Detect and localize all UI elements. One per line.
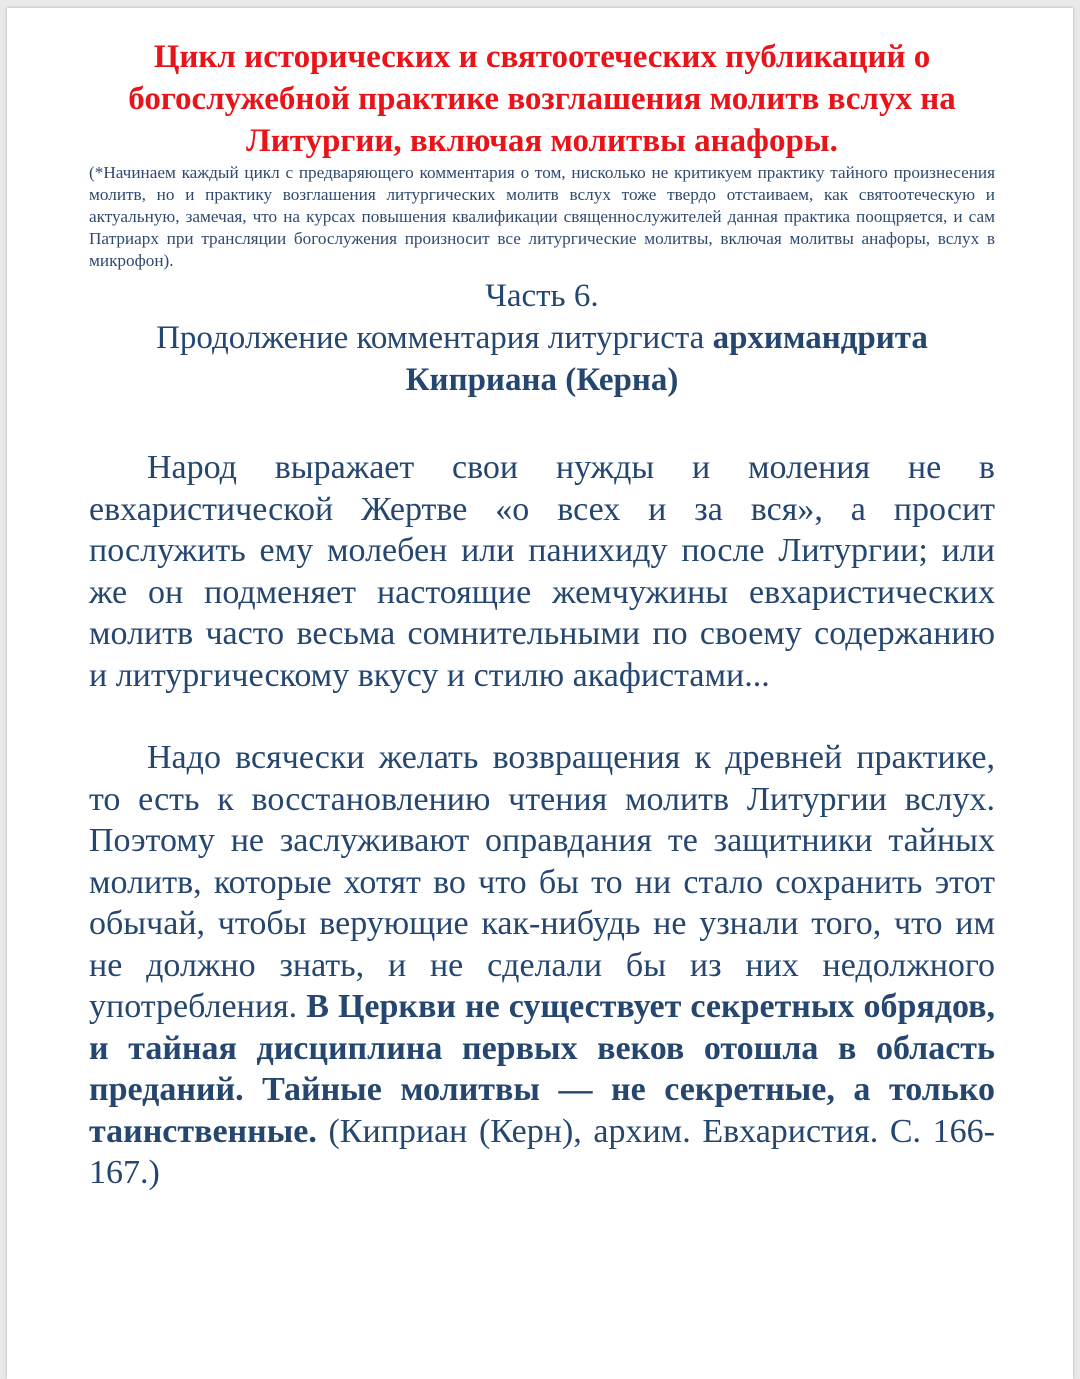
paragraph-2-citation: (Киприан (Керн), архим. Евхаристия. С. 166-167.): [89, 1112, 995, 1191]
paragraph-2: [89, 737, 995, 1194]
part-label: Часть 6.: [485, 278, 599, 314]
paragraph-1: Народ выражает свои нужды и моления не в евхаристической Жертве «о всех и за вся», а просит послужить ему молебен или панихиду после Литургии; или же он подменяет настоящие жемчужины евхаристических молитв часто весьма сомнительными по своему содержанию и литургическому вкусу и стилю акафистами...: [89, 449, 995, 694]
subtitle-text: Продолжение комментария литургиста: [156, 320, 713, 356]
document-title: Цикл исторических и святоотеческих публикаций о богослужебной практике возглашения молитв вслух на Литургии, включая молитвы анафоры.: [128, 39, 956, 159]
document-page: [7, 8, 1073, 1379]
paragraph-2-text: Надо всячески желать возвращения к древней практике, то есть к восстановлению чтения молитв Литургии вслух. Поэтому не заслуживают оправдания те защитники тайных молитв, которые хотят во что бы то ни стало сохранить этот обычай, чтобы верующие как-нибудь не узнали того, что им не должно знать, и не сделали бы из них недолжного употребления.: [89, 739, 995, 1025]
section-subtitle: [89, 317, 995, 401]
document-content: [89, 36, 995, 1194]
paragraph-2-emphasis: В Церкви не существует секретных обрядов, и тайная дисциплина первых веков отошла в область преданий. Тайные молитвы — не секретные, а только таинственные.: [89, 988, 995, 1150]
subtitle-author: архимандрита Киприана (Керна): [405, 320, 928, 398]
preface-note: (*Начинаем каждый цикл с предваряющего комментария о том, нисколько не критикуем практику тайного произнесения молитв, но и практику возглашения литургических молитв вслух тоже твердо отстаиваем, как святоотеческую и актуальную, замечая, что на курсах повышения квалификации священнослужителей данная практика поощряется, и сам Патриарх при трансляции богослужения произносит все литургические молитвы, включая молитвы анафоры, вслух в микрофон).: [89, 163, 995, 270]
